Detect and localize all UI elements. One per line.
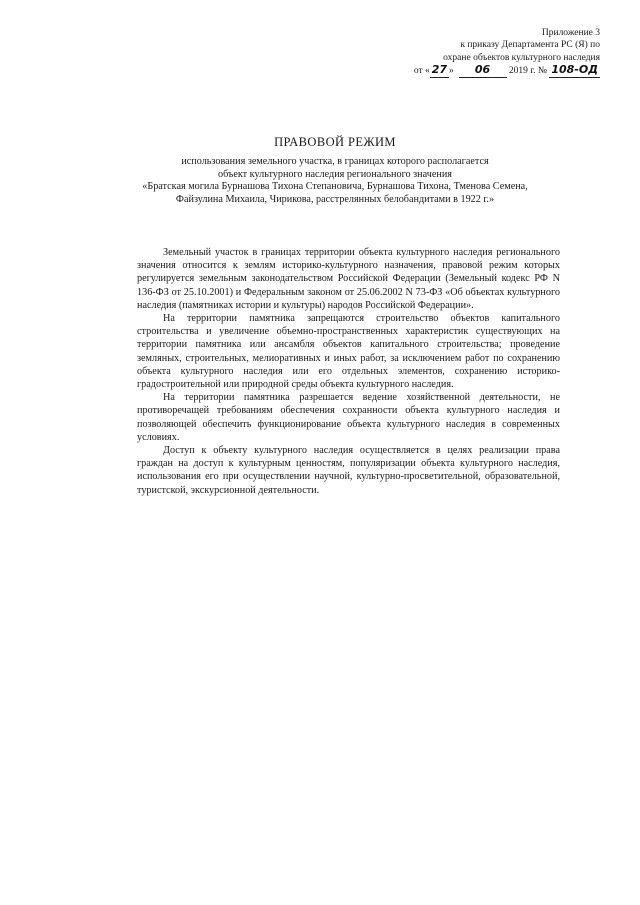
paragraph-access: Доступ к объекту культурного наследия осуществляется в целях реализации права граждан на доступ к культурным ценностям, популяризации объекта культурного наследия, использования его при осуществлении научной, культурно-просветительной, образовательной, туристской, экскурсионной деятельности. <box>137 445 560 496</box>
title-line-3: «Братская могила Бурнашова Тихона Степановича, Бурнашова Тихона, Тменова Семена, <box>142 181 528 193</box>
paragraph-prohibitions: На территории памятника запрещаются строительство объектов капитального строительства и увеличение объемно-пространственных характеристик существующих на территории памятника или ансамбля объектов капитального строительства; проведение земляных, строительных, мелиоративных и иных работ, за исключением работ по сохранению объекта культурного наследия или его отдельных элементов, сохранению историко-градостроительной или природной среды объекта культурного наследия. <box>137 313 560 391</box>
date-prefix: от « <box>413 66 430 77</box>
title-block <box>120 135 550 206</box>
appendix-header <box>380 27 600 78</box>
appendix-label: Приложение 3 <box>541 28 600 38</box>
title-line-1: использования земельного участка, в границах которого располагается <box>181 156 489 167</box>
appendix-order-ref: к приказу Департамента РС (Я) по <box>460 40 600 51</box>
body-text <box>137 246 560 497</box>
appendix-date-line <box>380 64 600 77</box>
year-and-number-label: 2019 г. № <box>508 66 547 77</box>
handwritten-month: 06 <box>459 64 507 77</box>
handwritten-day: 27 <box>431 63 448 77</box>
document-title: ПРАВОВОЙ РЕЖИМ <box>274 135 396 149</box>
appendix-order-ref-cont: охране объектов культурного наследия <box>443 52 600 63</box>
paragraph-permitted-activity: На территории памятника разрешается ведение хозяйственной деятельности, не противоречащей требованиям обеспечения сохранности объекта культурного наследия и позволяющей обеспечить функционирование объекта культурного наследия в современных условиях. <box>137 392 560 443</box>
date-mid: » <box>449 66 454 77</box>
title-line-2: объект культурного наследия регионального значения <box>218 168 452 180</box>
title-line-4: Файзулина Михаила, Чирикова, расстрелянных белобандитами в 1922 г.» <box>175 193 495 205</box>
handwritten-order-number: 108-ОД <box>551 63 598 77</box>
paragraph-land-status: Земельный участок в границах территории объекта культурного наследия регионального значения относится к землям историко-культурного назначения, правовой режим которых регулируется земельным законодательством Российской Федерации (Земельный кодекс РФ N 136-ФЗ от 25.10.2001) и Федеральным законом от 25.06.2002 N 73-ФЗ «Об объектах культурного наследия (памятниках истории и культуры) народов Российской Федерации». <box>137 247 560 311</box>
